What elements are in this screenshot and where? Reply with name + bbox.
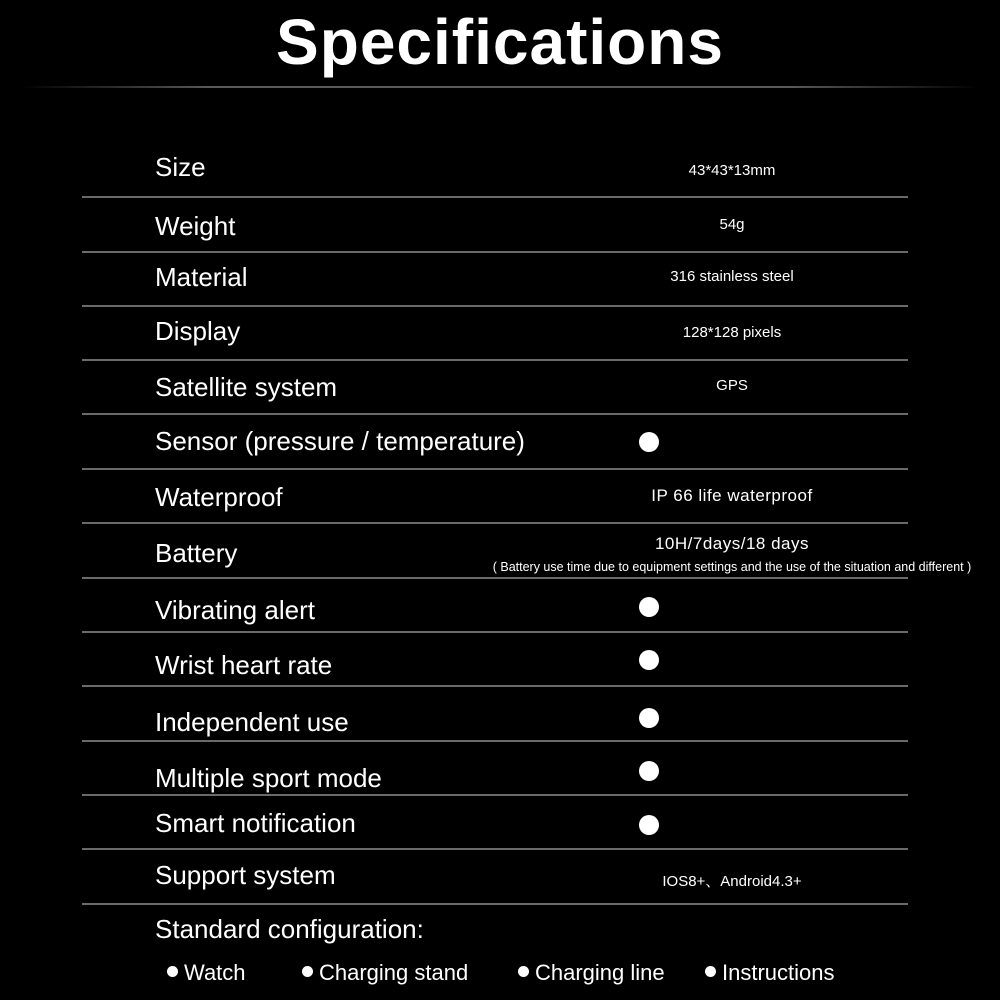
config-item-instructions xyxy=(705,960,835,986)
spec-row-multiple-sport-mode xyxy=(82,744,908,798)
row-divider xyxy=(82,577,908,579)
config-item-label: Watch xyxy=(184,960,246,985)
row-divider xyxy=(82,903,908,905)
row-divider xyxy=(82,359,908,361)
row-divider xyxy=(82,413,908,415)
config-item-label: Instructions xyxy=(722,960,835,985)
filled-circle-icon xyxy=(639,815,659,835)
spec-label: Size xyxy=(155,152,206,182)
row-divider xyxy=(82,305,908,307)
spec-value: IOS8+、Android4.3+ xyxy=(662,873,802,890)
filled-circle-icon xyxy=(639,432,659,452)
row-divider xyxy=(82,740,908,742)
row-divider xyxy=(82,251,908,253)
spec-label: Wrist heart rate xyxy=(155,650,333,680)
row-divider xyxy=(82,468,908,470)
filled-circle-icon xyxy=(639,597,659,617)
spec-value: 316 stainless steel xyxy=(670,268,794,285)
spec-label: Multiple sport mode xyxy=(155,763,382,793)
spec-row-waterproof xyxy=(82,472,908,526)
config-item-label: Charging stand xyxy=(319,960,469,985)
spec-row-weight xyxy=(82,200,908,255)
spec-label: Independent use xyxy=(155,707,349,737)
row-divider xyxy=(82,522,908,524)
spec-label: Vibrating alert xyxy=(155,595,315,625)
filled-circle-icon xyxy=(639,650,659,670)
bullet-icon xyxy=(518,966,529,977)
spec-label: Support system xyxy=(155,860,336,890)
spec-value: 54g xyxy=(719,216,745,233)
spec-row-battery xyxy=(82,526,972,581)
row-divider xyxy=(82,196,908,198)
spec-value: 128*128 pixels xyxy=(682,324,782,341)
filled-circle-icon xyxy=(639,708,659,728)
config-item-charging-line xyxy=(518,960,665,986)
spec-label: Sensor (pressure / temperature) xyxy=(155,426,525,456)
bullet-icon xyxy=(167,966,178,977)
row-divider xyxy=(82,685,908,687)
spec-value: GPS xyxy=(716,377,748,394)
spec-label: Material xyxy=(155,262,248,292)
spec-row-satellite-system xyxy=(82,363,908,417)
spec-label: Weight xyxy=(155,211,236,241)
spec-label: Battery xyxy=(155,538,238,568)
spec-label: Satellite system xyxy=(155,372,338,402)
spec-label: Smart notification xyxy=(155,808,356,838)
spec-row-material xyxy=(82,255,908,309)
spec-value: 10H/7days/18 days xyxy=(654,534,810,553)
config-item-charging-stand xyxy=(302,960,468,986)
title-divider xyxy=(20,86,980,88)
row-divider xyxy=(82,794,908,796)
row-divider xyxy=(82,848,908,850)
spec-row-display xyxy=(82,309,908,363)
page-title: Specifications xyxy=(276,6,724,78)
spec-note: ( Battery use time due to equipment settings and the use of the situation and different ) xyxy=(492,560,972,574)
spec-row-sensor xyxy=(82,417,908,472)
filled-circle-icon xyxy=(639,761,659,781)
config-item-watch xyxy=(167,960,246,986)
spec-value: IP 66 life waterproof xyxy=(651,486,813,505)
spec-label: Waterproof xyxy=(155,482,283,512)
config-item-label: Charging line xyxy=(535,960,665,985)
spec-row-independent-use xyxy=(82,689,908,744)
spec-row-support-system xyxy=(82,852,908,907)
spec-value: 43*43*13mm xyxy=(688,162,776,179)
bullet-icon xyxy=(705,966,716,977)
spec-label: Display xyxy=(155,316,241,346)
row-divider xyxy=(82,631,908,633)
standard-configuration-title: Standard configuration: xyxy=(155,914,424,944)
spec-row-smart-notification xyxy=(82,798,908,852)
bullet-icon xyxy=(302,966,313,977)
spec-row-vibrating-alert xyxy=(82,581,908,635)
spec-row-size xyxy=(82,140,908,200)
spec-row-wrist-heart-rate xyxy=(82,635,908,689)
